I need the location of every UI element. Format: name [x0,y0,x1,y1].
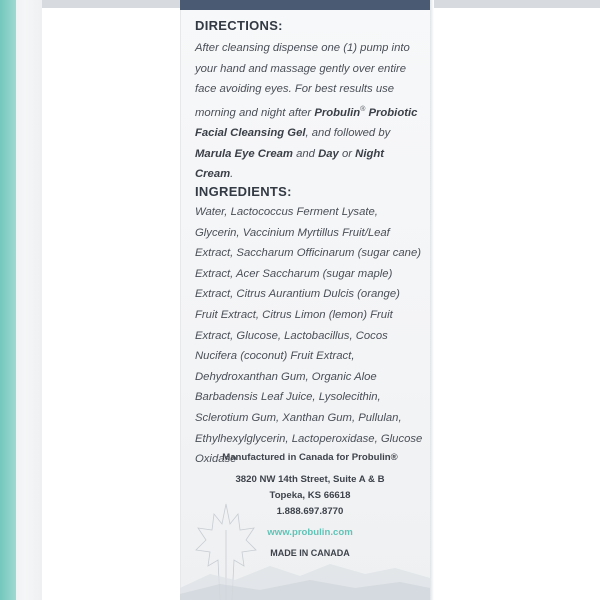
manufacturer-line: Manufactured in Canada for Probulin® [222,452,398,463]
panel-right-edge [430,0,434,600]
panel-top-band [180,0,432,10]
made-in-label: MADE IN CANADA [270,548,350,558]
ingredients-text: Water, Lactococcus Ferment Lysate, Glycerin, Vaccinium Myrtillus Fruit/Leaf Extract, Saccharum Officinarum (sugar cane) Extract, Acer Saccharum (sugar maple) Extract, Citrus Aurantium Dulcis (orange) Fruit Extract, Citrus Limon (lemon) Fruit Extract, Glucose, Lactobacillus, Cocos Nucifera (coconut) Fruit Extract, Dehydroxanthan Gum, Organic Aloe Barbadensis Leaf Juice, Lysolecithin, Sclerotium Gum, Xanthan Gum, Pullulan, Ethylhexylglycerin, Lactoperoxidase, Glucose Oxidase [195,206,423,466]
directions-heading: DIRECTIONS: [195,18,283,33]
phone-line: 1.888.697.8770 [276,506,344,517]
directions-text: After cleansing dispense one (1) pump into your hand and massage gently over entire face avoiding eyes. For best results use morning and night after Probulin® Probiotic Facial Cleansing Gel, and followed by Marula Eye Cream and Day or Night Cream. [195,42,418,181]
ingredients-heading: INGREDIENTS: [195,184,292,199]
website-link[interactable]: www.probulin.com [267,527,353,538]
address-line: 3820 NW 14th Street, Suite A & B [235,474,385,485]
city-line: Topeka, KS 66618 [269,490,351,501]
teal-side-strip [0,0,16,600]
